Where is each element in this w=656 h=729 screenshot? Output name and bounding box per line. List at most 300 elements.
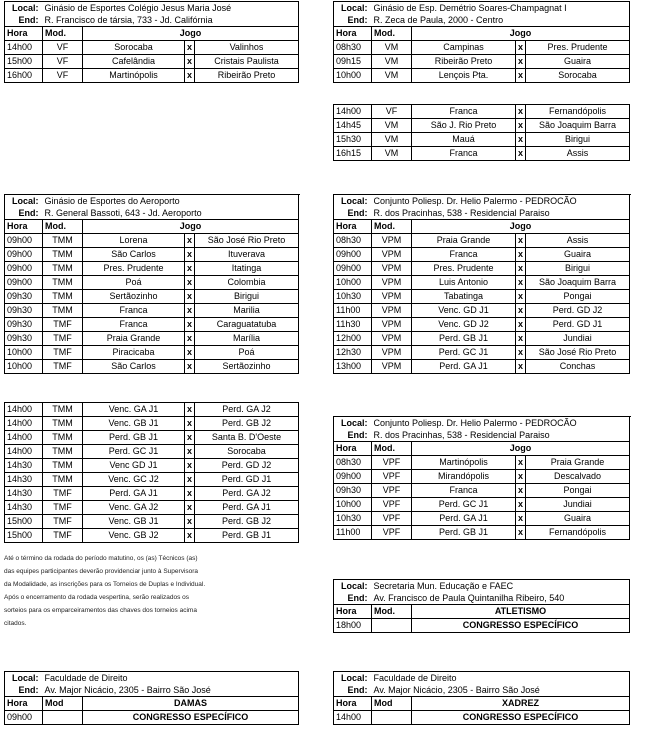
sport-title: XADREZ	[412, 697, 630, 711]
note-line: da Modalidade, as inscrições para os Torneios de Duplas e Individual.	[4, 581, 206, 588]
match-row	[5, 248, 299, 262]
event-cell: CONGRESSO ESPECÍFICO	[83, 711, 299, 725]
mod-header: Mod.	[43, 27, 83, 41]
time-cell: 14h00	[5, 431, 43, 445]
match-row	[334, 262, 630, 276]
block-aeroporto-afternoon	[4, 402, 299, 543]
local-value: Faculdade de Direito	[44, 673, 128, 683]
team-a-cell: Pres. Prudente	[412, 262, 516, 276]
team-a-cell: Luis Antonio	[412, 276, 516, 290]
time-cell: 08h30	[334, 234, 372, 248]
modality-cell: VM	[372, 41, 412, 55]
match-row	[5, 55, 299, 69]
time-cell: 16h00	[5, 69, 43, 83]
versus-mark: x	[185, 304, 195, 318]
time-cell: 12h00	[334, 332, 372, 346]
match-row	[5, 69, 299, 83]
end-label: End:	[18, 685, 39, 695]
end-label: End:	[18, 208, 39, 218]
modality-cell: TMF	[43, 515, 83, 529]
team-a-cell: Mauá	[412, 133, 516, 147]
time-cell: 09h00	[5, 234, 43, 248]
versus-mark: x	[185, 529, 195, 543]
local-label: Local:	[11, 673, 39, 683]
modality-cell: VPF	[372, 470, 412, 484]
time-cell: 09h00	[5, 248, 43, 262]
time-cell: 09h00	[334, 248, 372, 262]
modality-cell: VPM	[372, 346, 412, 360]
versus-mark: x	[185, 276, 195, 290]
versus-mark: x	[185, 290, 195, 304]
match-row	[334, 119, 630, 133]
event-cell: CONGRESSO ESPECÍFICO	[412, 711, 630, 725]
team-a-cell: Pres. Prudente	[83, 262, 185, 276]
modality-cell: VF	[372, 105, 412, 119]
modality-cell: TMF	[43, 360, 83, 374]
time-cell: 10h00	[5, 346, 43, 360]
versus-mark: x	[516, 346, 526, 360]
mod-header: Mod	[43, 697, 83, 711]
time-cell: 15h30	[334, 133, 372, 147]
team-b-cell: Sertãozinho	[195, 360, 299, 374]
block-aeroporto	[4, 194, 299, 374]
modality-cell: VPM	[372, 332, 412, 346]
team-b-cell: Jundiai	[526, 498, 630, 512]
team-a-cell: São Carlos	[83, 248, 185, 262]
team-b-cell: Perd. GD J1	[195, 473, 299, 487]
versus-mark: x	[185, 487, 195, 501]
modality-cell: VPM	[372, 290, 412, 304]
team-a-cell: Perd. GC J1	[412, 346, 516, 360]
team-a-cell: Lençois Pta.	[412, 69, 516, 83]
team-a-cell: Tabatinga	[412, 290, 516, 304]
team-b-cell: Colombia	[195, 276, 299, 290]
team-a-cell: Praia Grande	[412, 234, 516, 248]
end-value: R. Zeca de Paula, 2000 - Centro	[373, 15, 504, 25]
mod-cell	[372, 711, 412, 725]
block-xadrez	[333, 671, 630, 725]
local-label: Local:	[340, 418, 368, 428]
team-a-cell: Venc. GB J1	[83, 515, 185, 529]
match-row	[334, 248, 630, 262]
end-label: End:	[347, 15, 368, 25]
team-a-cell: Venc GD J1	[83, 459, 185, 473]
team-b-cell: Jundiai	[526, 332, 630, 346]
versus-mark: x	[516, 234, 526, 248]
modality-cell: VM	[372, 55, 412, 69]
mod-cell	[43, 711, 83, 725]
time-cell: 09h30	[5, 318, 43, 332]
team-b-cell: Marilia	[195, 304, 299, 318]
time-cell: 13h00	[334, 360, 372, 374]
hora-header: Hora	[334, 27, 372, 41]
modality-cell: VPF	[372, 498, 412, 512]
versus-mark: x	[185, 41, 195, 55]
time-cell: 08h30	[334, 456, 372, 470]
modality-cell: VPM	[372, 304, 412, 318]
end-label: End:	[18, 15, 39, 25]
modality-cell: TMM	[43, 248, 83, 262]
modality-cell: TMM	[43, 431, 83, 445]
team-b-cell: Sorocaba	[526, 69, 630, 83]
time-cell: 11h00	[334, 304, 372, 318]
match-row	[334, 346, 630, 360]
time-cell: 09h00	[5, 262, 43, 276]
team-b-cell: Marília	[195, 332, 299, 346]
team-b-cell: Birigui	[526, 133, 630, 147]
team-b-cell: Perd. GA J2	[195, 403, 299, 417]
mod-header: Mod.	[372, 442, 412, 456]
match-row	[334, 133, 630, 147]
modality-cell: TMM	[43, 459, 83, 473]
versus-mark: x	[185, 234, 195, 248]
local-value: Secretaria Mun. Educação e FAEC	[373, 581, 514, 591]
match-row	[5, 403, 299, 417]
team-a-cell: Sorocaba	[83, 41, 185, 55]
modality-cell: TMM	[43, 403, 83, 417]
end-value: Av. Major Nicácio, 2305 - Bairro São José	[44, 685, 211, 695]
block-pedrocao-vpf	[333, 416, 630, 540]
modality-cell: VM	[372, 133, 412, 147]
match-row	[334, 318, 630, 332]
team-a-cell: Perd. GA J1	[412, 512, 516, 526]
team-b-cell: Descalvado	[526, 470, 630, 484]
versus-mark: x	[516, 498, 526, 512]
mod-header: Mod.	[372, 605, 412, 619]
time-cell: 14h00	[5, 417, 43, 431]
modality-cell: VF	[43, 41, 83, 55]
match-row	[5, 487, 299, 501]
time-cell: 09h00	[334, 470, 372, 484]
versus-mark: x	[185, 360, 195, 374]
team-b-cell: Perd. GA J2	[195, 487, 299, 501]
team-b-cell: Guaira	[526, 248, 630, 262]
local-label: Local:	[11, 196, 39, 206]
time-cell: 09h30	[5, 290, 43, 304]
modality-cell: VM	[372, 119, 412, 133]
team-b-cell: Pongai	[526, 290, 630, 304]
versus-mark: x	[185, 55, 195, 69]
match-row	[334, 456, 630, 470]
jogo-header: Jogo	[83, 220, 299, 234]
team-a-cell: Perd. GC J1	[412, 498, 516, 512]
versus-mark: x	[185, 346, 195, 360]
versus-mark: x	[516, 526, 526, 540]
team-b-cell: Perd. GD J2	[195, 459, 299, 473]
match-row	[334, 276, 630, 290]
mod-header: Mod	[372, 697, 412, 711]
jogo-header: Jogo	[412, 27, 630, 41]
versus-mark: x	[516, 512, 526, 526]
team-a-cell: Venc. GC J2	[83, 473, 185, 487]
match-row	[5, 459, 299, 473]
versus-mark: x	[516, 105, 526, 119]
modality-cell: VPF	[372, 526, 412, 540]
versus-mark: x	[185, 403, 195, 417]
hora-header: Hora	[5, 27, 43, 41]
versus-mark: x	[516, 456, 526, 470]
versus-mark: x	[185, 459, 195, 473]
versus-mark: x	[185, 473, 195, 487]
time-cell: 15h00	[5, 515, 43, 529]
mod-header: Mod.	[372, 27, 412, 41]
end-label: End:	[347, 593, 368, 603]
modality-cell: TMM	[43, 417, 83, 431]
end-value: R. dos Pracinhas, 538 - Residencial Paraiso	[373, 430, 550, 440]
team-b-cell: Perd. GD J1	[526, 318, 630, 332]
match-row	[334, 147, 630, 161]
match-row	[5, 431, 299, 445]
note-text	[4, 552, 244, 630]
time-cell: 14h30	[5, 501, 43, 515]
team-a-cell: Perd. GB J1	[412, 332, 516, 346]
end-label: End:	[347, 208, 368, 218]
match-row	[5, 41, 299, 55]
match-row	[5, 417, 299, 431]
modality-cell: TMM	[43, 262, 83, 276]
match-row	[5, 304, 299, 318]
hora-header: Hora	[5, 220, 43, 234]
team-b-cell: Assis	[526, 234, 630, 248]
versus-mark: x	[516, 332, 526, 346]
time-cell: 12h30	[334, 346, 372, 360]
team-b-cell: Caraguatatuba	[195, 318, 299, 332]
versus-mark: x	[516, 290, 526, 304]
versus-mark: x	[185, 501, 195, 515]
match-row	[334, 105, 630, 119]
time-cell: 09h30	[5, 332, 43, 346]
team-a-cell: Venc. GB J1	[83, 417, 185, 431]
modality-cell: TMF	[43, 318, 83, 332]
match-row	[5, 234, 299, 248]
team-a-cell: São J. Rio Preto	[412, 119, 516, 133]
hora-cell: 14h00	[334, 711, 372, 725]
match-row	[334, 470, 630, 484]
team-b-cell: Perd. GB J1	[195, 529, 299, 543]
match-row	[5, 529, 299, 543]
modality-cell: TMM	[43, 234, 83, 248]
team-b-cell: Valinhos	[195, 41, 299, 55]
team-a-cell: Franca	[83, 304, 185, 318]
match-row	[5, 290, 299, 304]
time-cell: 10h00	[5, 360, 43, 374]
modality-cell: VPM	[372, 262, 412, 276]
match-row	[5, 501, 299, 515]
match-row	[334, 332, 630, 346]
match-row	[334, 290, 630, 304]
team-a-cell: Franca	[412, 105, 516, 119]
versus-mark: x	[185, 332, 195, 346]
jogo-header: Jogo	[412, 442, 630, 456]
time-cell: 10h30	[334, 290, 372, 304]
hora-header: Hora	[334, 442, 372, 456]
team-b-cell: Perd. GA J1	[195, 501, 299, 515]
end-value: R. General Bassoti, 643 - Jd. Aeroporto	[44, 208, 202, 218]
time-cell: 16h15	[334, 147, 372, 161]
team-b-cell: Ribeirão Preto	[195, 69, 299, 83]
versus-mark: x	[516, 119, 526, 133]
team-b-cell: São José Rio Preto	[195, 234, 299, 248]
team-b-cell: Assis	[526, 147, 630, 161]
versus-mark: x	[516, 318, 526, 332]
match-row	[5, 360, 299, 374]
team-b-cell: Itatinga	[195, 262, 299, 276]
note-line: Após o encerramento da rodada vespertina, serão realizados os	[4, 594, 189, 601]
team-a-cell: Franca	[412, 248, 516, 262]
local-value: Ginásio de Esportes do Aeroporto	[44, 196, 180, 206]
team-b-cell: Guaira	[526, 512, 630, 526]
team-b-cell: Birigui	[195, 290, 299, 304]
time-cell: 09h00	[334, 262, 372, 276]
team-a-cell: Franca	[412, 147, 516, 161]
time-cell: 14h30	[5, 487, 43, 501]
note-line: citados.	[4, 620, 27, 627]
sport-title: DAMAS	[83, 697, 299, 711]
team-b-cell: Sorocaba	[195, 445, 299, 459]
versus-mark: x	[516, 470, 526, 484]
match-row	[334, 484, 630, 498]
match-row	[5, 276, 299, 290]
modality-cell: VM	[372, 69, 412, 83]
versus-mark: x	[516, 147, 526, 161]
modality-cell: TMM	[43, 304, 83, 318]
hora-cell: 18h00	[334, 619, 372, 633]
match-row	[334, 234, 630, 248]
modality-cell: VPF	[372, 456, 412, 470]
end-value: Av. Major Nicácio, 2305 - Bairro São José	[373, 685, 540, 695]
team-b-cell: Perd. GB J2	[195, 417, 299, 431]
local-value: Conjunto Poliesp. Dr. Helio Palermo - PEDROCÃO	[373, 196, 577, 206]
local-value: Faculdade de Direito	[373, 673, 457, 683]
modality-cell: TMF	[43, 346, 83, 360]
team-b-cell: São José Rio Preto	[526, 346, 630, 360]
end-value: R. dos Pracinhas, 538 - Residencial Paraiso	[373, 208, 550, 218]
team-a-cell: Perd. GA J1	[412, 360, 516, 374]
versus-mark: x	[185, 69, 195, 83]
team-b-cell: Perd. GB J2	[195, 515, 299, 529]
team-b-cell: Pres. Prudente	[526, 41, 630, 55]
versus-mark: x	[185, 318, 195, 332]
modality-cell: TMF	[43, 487, 83, 501]
local-value: Ginásio de Esportes Colégio Jesus Maria José	[44, 3, 232, 13]
modality-cell: TMM	[43, 445, 83, 459]
team-a-cell: Perd. GA J1	[83, 487, 185, 501]
time-cell: 10h00	[334, 69, 372, 83]
team-a-cell: Praia Grande	[83, 332, 185, 346]
end-label: End:	[347, 430, 368, 440]
team-a-cell: Martinópolis	[83, 69, 185, 83]
team-b-cell: Pongai	[526, 484, 630, 498]
end-value: R. Francisco de társia, 733 - Jd. Califórnia	[44, 15, 213, 25]
modality-cell: VPF	[372, 512, 412, 526]
modality-cell: TMF	[43, 501, 83, 515]
note-line: sorteios para os emparceiramentos das chaves dos torneios acima	[4, 607, 197, 614]
modality-cell: VF	[43, 69, 83, 83]
hora-header: Hora	[334, 605, 372, 619]
time-cell: 10h00	[334, 276, 372, 290]
team-b-cell: Poá	[195, 346, 299, 360]
modality-cell: TMF	[43, 332, 83, 346]
modality-cell: VPM	[372, 318, 412, 332]
team-b-cell: Fernandópolis	[526, 526, 630, 540]
versus-mark: x	[516, 276, 526, 290]
time-cell: 09h15	[334, 55, 372, 69]
team-a-cell: Lorena	[83, 234, 185, 248]
note-line: das equipes participantes deverão providenciar junto à Supervisora	[4, 568, 199, 575]
hora-cell: 09h00	[5, 711, 43, 725]
team-b-cell: Perd. GD J2	[526, 304, 630, 318]
team-a-cell: Perd. GB J1	[412, 526, 516, 540]
match-row	[5, 332, 299, 346]
team-b-cell: Birigui	[526, 262, 630, 276]
team-b-cell: Conchas	[526, 360, 630, 374]
column-header-row	[334, 220, 630, 234]
match-row	[334, 526, 630, 540]
team-a-cell: Venc. GD J2	[412, 318, 516, 332]
block-colegio-jesus-maria-jose	[4, 1, 299, 83]
mod-header: Mod.	[43, 220, 83, 234]
versus-mark: x	[516, 304, 526, 318]
modality-cell: VPM	[372, 248, 412, 262]
time-cell: 11h30	[334, 318, 372, 332]
modality-cell: TMM	[43, 276, 83, 290]
event-cell: CONGRESSO ESPECÍFICO	[412, 619, 630, 633]
match-row	[334, 360, 630, 374]
versus-mark: x	[185, 445, 195, 459]
match-row	[5, 445, 299, 459]
versus-mark: x	[516, 133, 526, 147]
time-cell: 10h00	[334, 498, 372, 512]
team-a-cell: Martinópolis	[412, 456, 516, 470]
team-b-cell: Praia Grande	[526, 456, 630, 470]
versus-mark: x	[185, 417, 195, 431]
versus-mark: x	[516, 55, 526, 69]
modality-cell: TMM	[43, 473, 83, 487]
team-a-cell: Venc. GB J2	[83, 529, 185, 543]
team-b-cell: Fernandópolis	[526, 105, 630, 119]
team-a-cell: Ribeirão Preto	[412, 55, 516, 69]
block-pedrocao-vpm	[333, 194, 630, 374]
local-value: Ginásio de Esp. Demétrio Soares-Champagnat I	[373, 3, 567, 13]
match-row	[5, 346, 299, 360]
team-a-cell: Cafelândia	[83, 55, 185, 69]
team-a-cell: Venc. GD J1	[412, 304, 516, 318]
sport-title: ATLETISMO	[412, 605, 630, 619]
column-header-row	[5, 220, 299, 234]
team-a-cell: Campinas	[412, 41, 516, 55]
time-cell: 15h00	[5, 529, 43, 543]
match-row	[334, 304, 630, 318]
versus-mark: x	[185, 262, 195, 276]
modality-cell: VM	[372, 147, 412, 161]
modality-cell: VPM	[372, 360, 412, 374]
match-row	[5, 473, 299, 487]
team-a-cell: Venc. GA J1	[83, 403, 185, 417]
match-row	[5, 318, 299, 332]
block-damas	[4, 671, 299, 725]
block-atletismo	[333, 579, 630, 633]
hora-header: Hora	[5, 697, 43, 711]
local-value: Conjunto Poliesp. Dr. Helio Palermo - PEDROCÃO	[373, 418, 577, 428]
block-champagnat	[333, 1, 630, 83]
local-label: Local:	[340, 673, 368, 683]
versus-mark: x	[516, 248, 526, 262]
match-row	[334, 512, 630, 526]
team-a-cell: Perd. GC J1	[83, 445, 185, 459]
time-cell: 14h00	[5, 403, 43, 417]
hora-header: Hora	[334, 220, 372, 234]
team-a-cell: Franca	[412, 484, 516, 498]
